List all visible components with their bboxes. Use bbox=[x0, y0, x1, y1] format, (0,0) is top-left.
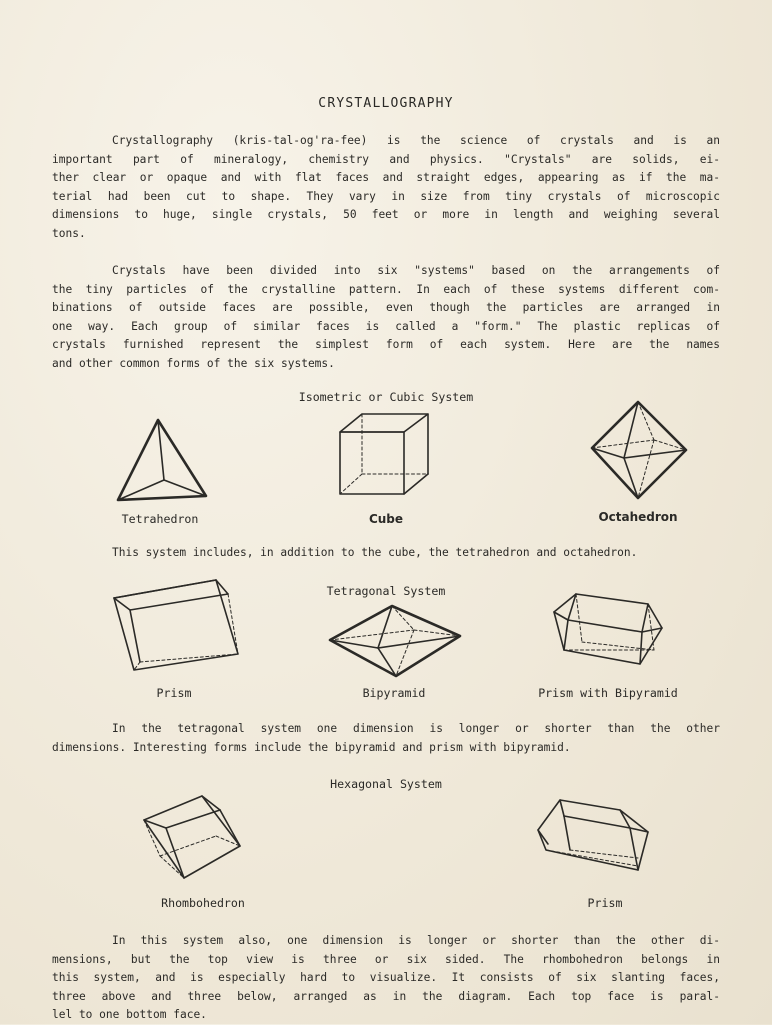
intro-line: Crystallography (kris-tal-og'ra-fee) is the science of crystals and is an bbox=[112, 134, 720, 147]
tetrahedron-diagram bbox=[112, 414, 212, 506]
prism-with-bipyramid-label: Prism with Bipyramid bbox=[538, 686, 678, 700]
tetragonal-line: In the tetragonal system one dimension is longer or shorter than the other bbox=[112, 722, 720, 735]
intro-line: tons. bbox=[52, 226, 86, 240]
cube-label: Cube bbox=[368, 512, 404, 526]
tetragonal-paragraph bbox=[52, 720, 720, 757]
hexagonal-line: this system, and is especially hard to visualize. It consists of six slanting faces, bbox=[52, 971, 720, 985]
tetragonal-prism-label: Prism bbox=[156, 686, 192, 700]
intro-line: terial had been cut to shape. They vary in size from tiny crystals of microscopic bbox=[52, 189, 720, 203]
isometric-note: This system includes, in addition to the cube, the tetrahedron and octahedron. bbox=[112, 546, 638, 559]
prism-with-bipyramid-diagram bbox=[550, 590, 666, 670]
intro-line: ther clear or opaque and with flat faces and straight edges, appearing as if the ma- bbox=[52, 171, 720, 185]
systems-line: Crystals have been divided into six "systems" based on the arrangements of bbox=[112, 264, 720, 277]
hexagonal-line: In this system also, one dimension is longer or shorter than the other di- bbox=[112, 934, 720, 947]
systems-line: one way. Each group of similar faces is called a "form." The plastic replicas of bbox=[52, 319, 720, 333]
tetragonal-heading: Tetragonal System bbox=[326, 584, 446, 598]
intro-line: important part of mineralogy, chemistry and physics. "Crystals" are solids, ei- bbox=[52, 152, 720, 166]
hexagonal-line: three above and three below, arranged as in the diagram. Each top face is paral- bbox=[52, 989, 720, 1003]
octahedron-diagram bbox=[588, 398, 692, 502]
intro-line: dimensions to huge, single crystals, 50 feet or more in length and weighing several bbox=[52, 208, 720, 222]
hexagonal-line: mensions, but the top view is three or six sided. The rhombohedron belongs in bbox=[52, 952, 720, 966]
systems-line: and other common forms of the six systems. bbox=[52, 356, 335, 370]
systems-paragraph bbox=[52, 262, 720, 374]
tetragonal-line: dimensions. Interesting forms include the bipyramid and prism with bipyramid. bbox=[52, 740, 571, 754]
hexagonal-paragraph bbox=[52, 932, 720, 1025]
isometric-heading: Isometric or Cubic System bbox=[298, 390, 474, 404]
tetrahedron-label: Tetrahedron bbox=[121, 512, 199, 526]
octahedron-label: Octahedron bbox=[598, 510, 678, 524]
bipyramid-label: Bipyramid bbox=[362, 686, 426, 700]
systems-line: crystals furnished represent the simplest form of each system. Here are the names bbox=[52, 338, 720, 352]
cube-diagram bbox=[334, 410, 434, 500]
rhombohedron-diagram bbox=[140, 792, 246, 882]
hexagonal-heading: Hexagonal System bbox=[330, 777, 442, 791]
hexagonal-line: lel to one bottom face. bbox=[52, 1008, 207, 1022]
hexagonal-prism-diagram bbox=[534, 796, 652, 876]
bipyramid-diagram bbox=[326, 600, 464, 682]
rhombohedron-label: Rhombohedron bbox=[161, 896, 245, 910]
systems-line: binations of outside faces are possible, even though the particles are arranged in bbox=[52, 301, 720, 315]
hexagonal-prism-label: Prism bbox=[587, 896, 623, 910]
page-title: CRYSTALLOGRAPHY bbox=[318, 96, 454, 111]
systems-line: the tiny particles of the crystalline pattern. In each of these systems different com- bbox=[52, 282, 720, 296]
intro-paragraph bbox=[52, 132, 720, 244]
tetragonal-prism-diagram bbox=[110, 576, 240, 676]
